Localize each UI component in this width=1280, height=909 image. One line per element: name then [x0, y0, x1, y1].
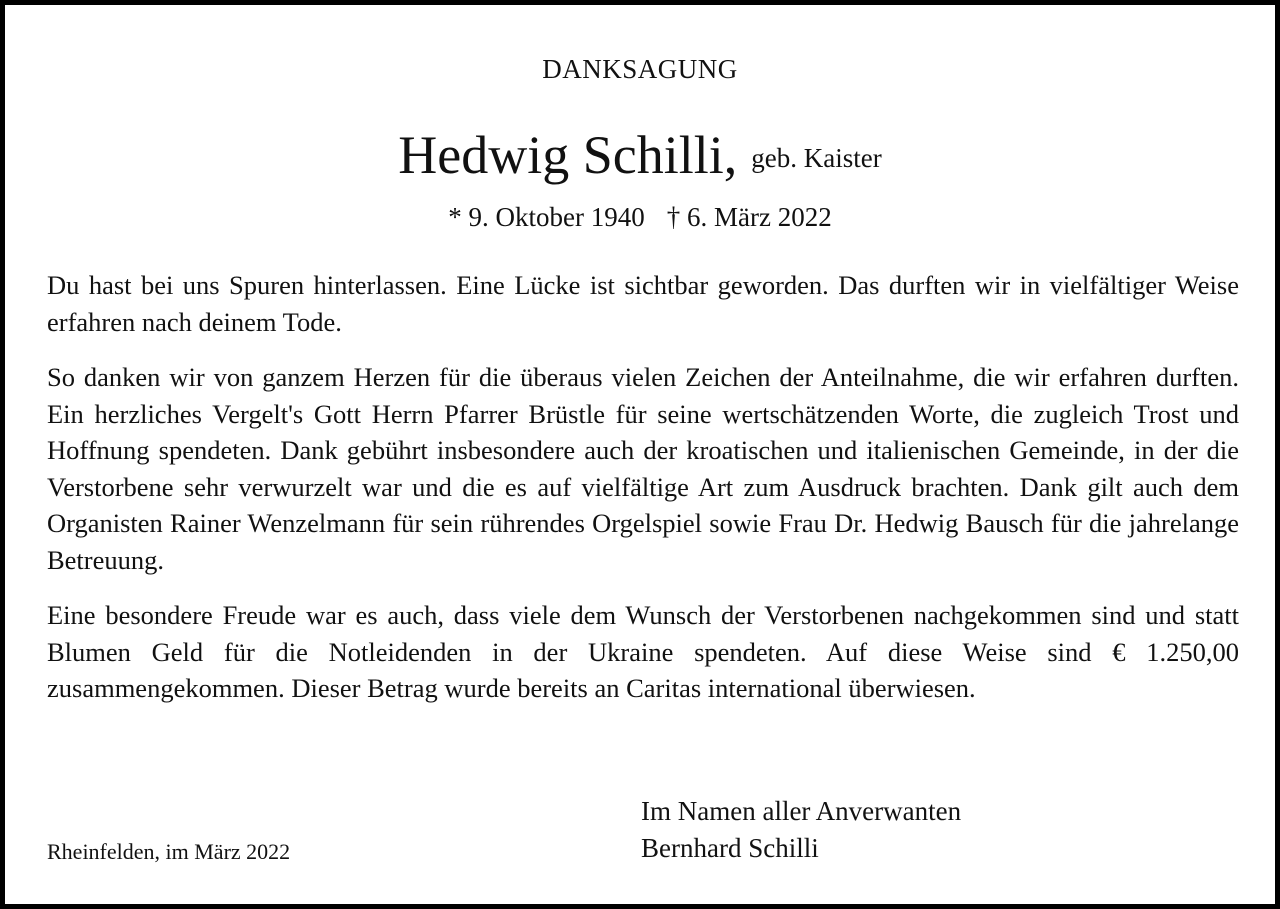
place-and-date: Rheinfelden, im März 2022 [47, 839, 291, 864]
paragraph-1: Du hast bei uns Spuren hinterlassen. Eine Lücke ist sichtbar geworden. Das durften wir in vielfältiger Weise erfahren nach deinem Tode. [47, 270, 1239, 337]
maiden-name: geb. Kaister [751, 143, 882, 173]
closing-line: Im Namen aller Anverwanten [641, 796, 962, 826]
birth-date: * 9. Oktober 1940 [448, 202, 645, 232]
paragraph-3: Eine besondere Freude war es auch, dass viele dem Wunsch der Verstorbenen nachgekommen sind und statt Blumen Geld für die Notleidenden in der Ukraine spendeten. Auf diese Weise sind € 1.250,00 zusammengekommen. Dieser Betrag wurde bereits an Caritas international überwiesen. [47, 600, 1239, 703]
body-text [47, 267, 1239, 726]
notice-heading: DANKSAGUNG [542, 54, 738, 84]
life-dates [5, 200, 1275, 234]
paragraph-2: So danken wir von ganzem Herzen für die überaus vielen Zeichen der Anteilnahme, die wir erfahren durften. Ein herzliches Vergelt's Gott Herrn Pfarrer Brüstle für seine wertschätzenden Worte, die zugleich Trost und Hoffnung spendeten. Dank gebührt insbesondere auch der kroatischen und italienischen Gemeinde, in der die Verstorbene sehr verwurzelt war und die es auf vielfältige Art zum Ausdruck brachten. Dank gilt auch dem Organisten Rainer Wenzelmann für sein rührendes Orgelspiel sowie Frau Dr. Hedwig Bausch für die jahrelange Betreuung. [47, 362, 1239, 575]
deceased-name: Hedwig Schilli, [398, 125, 738, 185]
deceased-name-line [5, 123, 1275, 201]
closing-block [641, 793, 961, 867]
signer-name: Bernhard Schilli [641, 833, 819, 863]
death-date: † 6. März 2022 [666, 202, 832, 232]
